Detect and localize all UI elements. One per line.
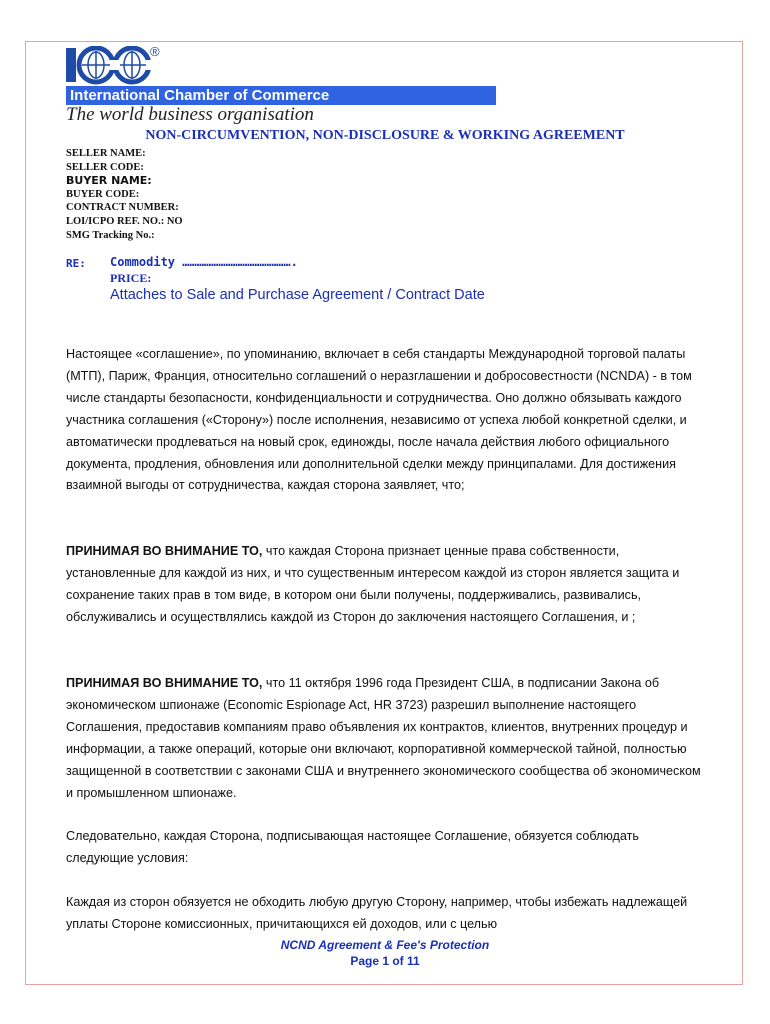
field-buyer-name: BUYER NAME:	[66, 174, 152, 188]
page-number: Page 1 of 11	[350, 954, 420, 968]
org-name-banner: International Chamber of Commerce	[66, 86, 496, 105]
field-seller-code: SELLER CODE:	[66, 161, 144, 173]
field-buyer-code: BUYER CODE:	[66, 188, 140, 200]
registered-mark: ®	[150, 44, 160, 59]
whereas-lead: ПРИНИМАЯ ВО ВНИМАНИЕ ТО,	[66, 544, 263, 558]
paragraph-whereas-1	[66, 541, 706, 629]
paragraph-whereas-2	[66, 673, 706, 804]
footer-title: NCND Agreement & Fee's Protection	[280, 938, 490, 952]
field-smg-tracking: SMG Tracking No.:	[66, 229, 155, 241]
paragraph-obligation: Каждая из сторон обязуется не обходить любую другую Сторону, например, чтобы избежать надлежащей уплаты Стороне комиссионных, причитающихся ей доходов, или с целью	[66, 895, 688, 931]
whereas-lead: ПРИНИМАЯ ВО ВНИМАНИЕ ТО,	[66, 676, 263, 690]
document-title: NON-CIRCUMVENTION, NON-DISCLOSURE & WORKING AGREEMENT	[145, 128, 625, 143]
attaches-line: Attaches to Sale and Purchase Agreement / Contract Date	[110, 287, 485, 303]
price-line: PRICE:	[110, 271, 152, 285]
tagline: The world business organisation	[66, 104, 314, 125]
commodity-line: Commodity ……………………………………….	[110, 255, 298, 269]
field-contract-number: CONTRACT NUMBER:	[66, 202, 179, 214]
whereas-text: что 11 октября 1996 года Президент США, в подписании Закона об экономическом шпионаже (Economic Espionage Act, HR 3723) разрешил выполнение настоящего Соглашения, предоставив компаниям право объявления их контрактов, клиентов, внутренних процедур и информации, а также операций, которые они включают, корпоративной коммерческой тайной, полностью защищенной в соответствии с законами США и внутреннего экономического сообщества об экономическом и промышленном шпионаже.	[66, 676, 701, 800]
paragraph-therefore: Следовательно, каждая Сторона, подписывающая настоящее Соглашение, обязуется соблюдать следующие условия:	[66, 829, 639, 865]
contract-fields	[66, 147, 183, 242]
field-loi-ref: LOI/ICPO REF. NO.: NO	[66, 215, 183, 227]
re-label: RE:	[66, 257, 86, 270]
paragraph-intro: Настоящее «соглашение», по упоминанию, включает в себя стандарты Международной торговой палаты (МТП), Париж, Франция, относительно соглашений о неразглашении и добросовестности (NCNDA) - в том числе стандарты безопасности, конфиденциальности и сотрудничества. Оно должно обязывать каждого участника соглашения («Сторону») после исполнения, независимо от успеха любой конкретной сделки, и автоматически продлеваться на новый срок, единожды, после начала действия любого официального документа, продления, обновления или дополнительной сделки между принципалами. Для достижения взаимной выгоды от сотрудничества, каждая сторона заявляет, что;	[66, 347, 692, 493]
whereas-text: что каждая Сторона признает ценные права собственности, установленные для каждой из них, и что существенным интересом каждой из сторон является защита и сохранение таких прав в том виде, в котором они были получены, поддерживались, развивались, обслуживались и осуществлялись каждой из Сторон до заключения настоящего Соглашения, и ;	[66, 544, 680, 624]
field-seller-name: SELLER NAME:	[66, 148, 146, 159]
